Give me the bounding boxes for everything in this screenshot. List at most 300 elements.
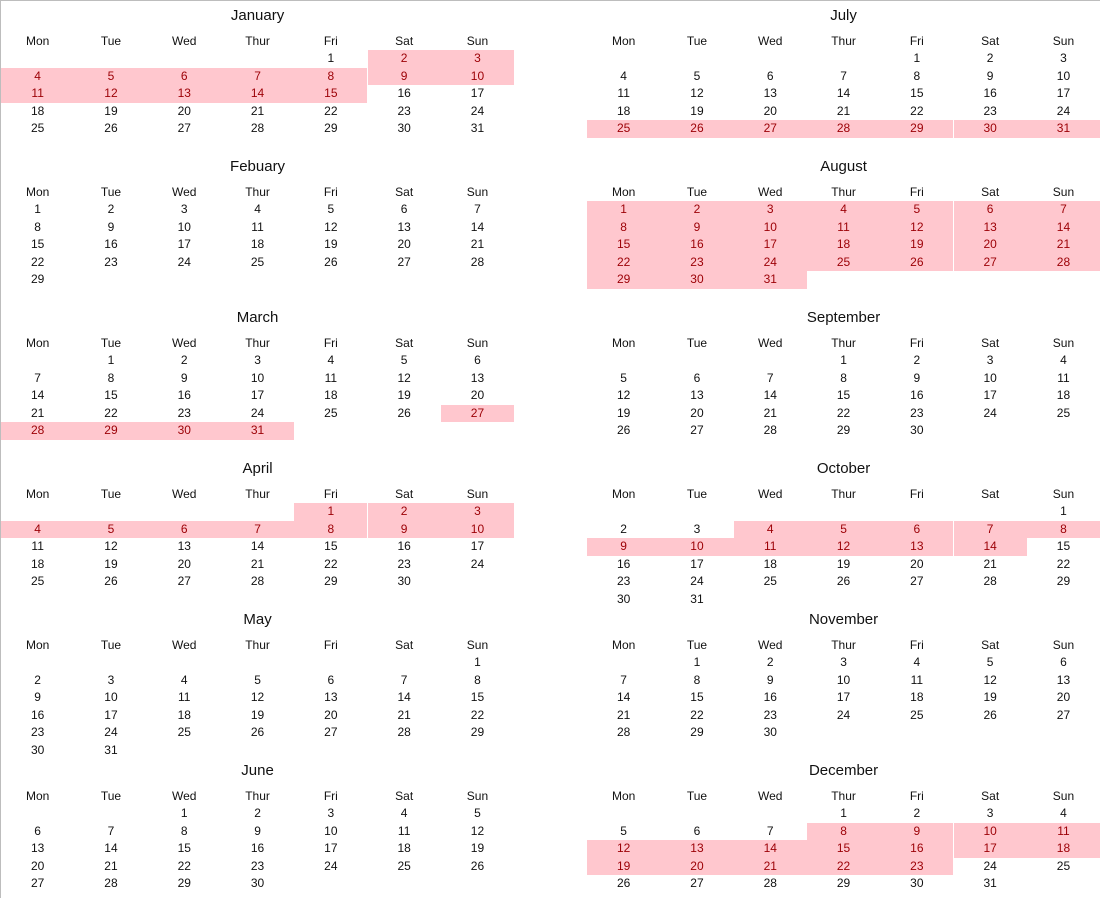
- day-cell: 10: [250, 370, 265, 385]
- day-cell: 17: [734, 236, 807, 254]
- day-cell: 5: [620, 823, 627, 838]
- month-title: Febuary: [230, 158, 286, 175]
- day-cell: 3: [254, 353, 261, 367]
- day-cell: 22: [587, 254, 660, 272]
- day-cell: 13: [324, 690, 338, 705]
- weekday-header: Mon: [611, 487, 636, 501]
- day-cell: 3: [693, 521, 701, 536]
- day-cell: 12: [983, 672, 997, 687]
- day-cell: 3: [441, 50, 514, 68]
- weekday-header: Sat: [981, 336, 1000, 350]
- day-cell: 18: [616, 103, 631, 118]
- month-block-december: [587, 758, 1100, 908]
- day-cell: 13: [880, 538, 953, 556]
- month-block-october: [587, 456, 1100, 606]
- day-cell: 3: [986, 806, 994, 820]
- day-cell: 29: [880, 120, 953, 138]
- weekday-header: Mon: [25, 789, 50, 803]
- day-cell: 27: [734, 120, 807, 138]
- day-cell: 5: [620, 370, 627, 385]
- day-cell: 21: [836, 103, 851, 118]
- day-cell: 12: [250, 690, 265, 705]
- day-cell: 14: [104, 841, 118, 856]
- day-cell: 14: [734, 840, 807, 858]
- day-cell: 16: [30, 707, 45, 722]
- day-cell: 24: [983, 858, 997, 873]
- day-cell: 5: [74, 521, 147, 539]
- month-title: August: [820, 158, 867, 175]
- month-block-september: [587, 305, 1100, 455]
- day-cell: 5: [74, 68, 147, 86]
- day-cell: 3: [840, 655, 847, 669]
- day-cell: 11: [251, 219, 264, 234]
- weekday-header: Thur: [831, 638, 856, 652]
- day-cell: 13: [397, 219, 411, 234]
- day-cell: 25: [324, 405, 338, 420]
- day-cell: 18: [1056, 388, 1071, 403]
- day-cell: 27: [441, 405, 514, 423]
- day-cell: 31: [221, 422, 294, 440]
- weekday-header: Tue: [100, 336, 122, 350]
- weekday-header: Fri: [909, 638, 924, 652]
- weekday-header: Sun: [466, 336, 489, 350]
- day-cell: 24: [690, 574, 704, 589]
- weekday-header: Fri: [909, 34, 924, 48]
- weekday-header: Sat: [395, 789, 414, 803]
- weekday-header: Mon: [611, 185, 636, 199]
- day-cell: 14: [1027, 219, 1100, 237]
- day-cell: 29: [587, 271, 660, 289]
- day-cell: 6: [327, 672, 335, 687]
- day-cell: 20: [397, 237, 411, 252]
- day-cell: 19: [690, 103, 704, 118]
- day-cell: 24: [104, 725, 118, 740]
- day-cell: 19: [616, 405, 631, 420]
- weekday-header: Sun: [466, 789, 489, 803]
- month-title: July: [830, 7, 857, 24]
- month-title: March: [236, 309, 279, 326]
- day-cell: 1: [1060, 504, 1067, 518]
- day-cell: 25: [587, 120, 660, 138]
- weekday-header: Wed: [172, 487, 197, 501]
- weekday-header: Thur: [831, 789, 856, 803]
- day-cell: 28: [250, 121, 265, 136]
- weekday-header: Sun: [1052, 336, 1075, 350]
- weekday-header: Fri: [323, 638, 338, 652]
- weekday-header: Wed: [758, 185, 783, 199]
- day-cell: 29: [177, 876, 191, 891]
- weekday-header: Sat: [395, 487, 414, 501]
- day-cell: 19: [397, 388, 411, 403]
- day-cell: 20: [470, 388, 485, 403]
- day-cell: 5: [986, 655, 994, 669]
- day-cell: 11: [807, 219, 880, 237]
- day-cell: 10: [104, 690, 118, 705]
- day-cell: 9: [913, 370, 921, 385]
- day-cell: 23: [983, 103, 997, 118]
- month-title: May: [243, 611, 272, 628]
- weekday-header: Wed: [172, 185, 197, 199]
- day-cell: 12: [324, 219, 338, 234]
- day-cell: 10: [324, 823, 338, 838]
- day-cell: 19: [836, 556, 851, 571]
- day-cell: 23: [104, 254, 118, 269]
- weekday-header: Sun: [1052, 487, 1075, 501]
- weekday-header: Thur: [245, 336, 270, 350]
- day-cell: 18: [807, 236, 880, 254]
- day-cell: 2: [368, 50, 441, 68]
- day-cell: 16: [880, 840, 953, 858]
- weekday-header: Fri: [323, 185, 338, 199]
- day-cell: 14: [836, 86, 851, 101]
- day-cell: 5: [474, 806, 481, 820]
- day-cell: 15: [836, 388, 851, 403]
- day-cell: 6: [34, 823, 41, 838]
- day-cell: 8: [474, 672, 481, 687]
- day-cell: 23: [177, 405, 191, 420]
- day-cell: 22: [836, 405, 851, 420]
- weekday-header: Tue: [100, 34, 122, 48]
- day-cell: 26: [983, 707, 997, 722]
- day-cell: 14: [250, 539, 265, 554]
- day-cell: 16: [250, 841, 265, 856]
- month-title: November: [808, 611, 879, 628]
- day-cell: 23: [763, 707, 777, 722]
- day-cell: 15: [587, 236, 660, 254]
- day-cell: 1: [913, 51, 921, 65]
- month-title: April: [242, 460, 273, 477]
- day-cell: 4: [1060, 806, 1067, 820]
- day-cell: 16: [616, 556, 631, 571]
- day-cell: 20: [30, 858, 45, 873]
- day-cell: 21: [104, 858, 118, 873]
- day-cell: 16: [104, 237, 118, 252]
- day-cell: 2: [913, 806, 921, 820]
- day-cell: 28: [470, 254, 485, 269]
- day-cell: 14: [30, 388, 45, 403]
- day-cell: 8: [807, 823, 880, 841]
- weekday-header: Sun: [1052, 185, 1075, 199]
- month-block-august: [587, 154, 1100, 304]
- day-cell: 2: [368, 503, 441, 521]
- day-cell: 28: [1, 422, 74, 440]
- day-cell: 22: [470, 707, 485, 722]
- day-cell: 21: [250, 103, 265, 118]
- weekday-header: Thur: [245, 789, 270, 803]
- day-cell: 18: [397, 841, 411, 856]
- day-cell: 19: [470, 841, 485, 856]
- day-cell: 28: [763, 423, 777, 438]
- day-cell: 1: [840, 806, 847, 820]
- day-cell: 26: [324, 254, 338, 269]
- day-cell: 14: [954, 538, 1027, 556]
- weekday-header: Mon: [25, 487, 50, 501]
- day-cell: 15: [807, 840, 880, 858]
- day-cell: 8: [913, 68, 921, 83]
- day-cell: 12: [690, 86, 704, 101]
- day-cell: 15: [177, 841, 191, 856]
- day-cell: 7: [221, 521, 294, 539]
- day-cell: 27: [1056, 707, 1071, 722]
- weekday-header: Sat: [395, 185, 414, 199]
- weekday-header: Fri: [323, 487, 338, 501]
- day-cell: 22: [30, 254, 45, 269]
- weekday-header: Tue: [686, 34, 708, 48]
- day-cell: 23: [397, 556, 411, 571]
- day-cell: 13: [177, 539, 191, 554]
- weekday-header: Tue: [100, 638, 122, 652]
- month-title: June: [241, 762, 274, 779]
- day-cell: 15: [1056, 539, 1071, 554]
- day-cell: 24: [250, 405, 265, 420]
- day-cell: 29: [470, 725, 485, 740]
- day-cell: 7: [840, 68, 847, 83]
- day-cell: 30: [910, 876, 924, 891]
- day-cell: 4: [327, 353, 335, 367]
- day-cell: 26: [104, 121, 118, 136]
- day-cell: 14: [470, 219, 485, 234]
- day-cell: 24: [177, 254, 191, 269]
- day-cell: 29: [324, 574, 338, 589]
- day-cell: 7: [107, 823, 115, 838]
- day-cell: 10: [734, 219, 807, 237]
- day-cell: 16: [177, 388, 191, 403]
- weekday-header: Mon: [611, 638, 636, 652]
- weekday-header: Thur: [245, 34, 270, 48]
- day-cell: 10: [983, 370, 997, 385]
- day-cell: 26: [660, 120, 733, 138]
- day-cell: 5: [400, 353, 408, 367]
- day-cell: 10: [836, 672, 851, 687]
- day-cell: 4: [913, 655, 921, 669]
- day-cell: 22: [104, 405, 118, 420]
- day-cell: 20: [177, 556, 191, 571]
- weekday-header: Wed: [758, 487, 783, 501]
- day-cell: 23: [880, 858, 953, 876]
- month-block-november: [587, 607, 1100, 757]
- day-cell: 9: [180, 370, 188, 385]
- day-cell: 3: [1060, 51, 1067, 65]
- day-cell: 22: [807, 858, 880, 876]
- day-cell: 21: [734, 858, 807, 876]
- day-cell: 13: [30, 841, 45, 856]
- day-cell: 13: [660, 840, 733, 858]
- day-cell: 3: [107, 672, 115, 687]
- day-cell: 14: [221, 85, 294, 103]
- day-cell: 1: [327, 51, 335, 65]
- day-cell: 29: [836, 423, 851, 438]
- day-cell: 17: [690, 556, 704, 571]
- weekday-header: Wed: [172, 34, 197, 48]
- day-cell: 26: [250, 725, 265, 740]
- day-cell: 21: [763, 405, 777, 420]
- day-cell: 5: [693, 68, 701, 83]
- weekday-header: Fri: [909, 185, 924, 199]
- day-cell: 9: [254, 823, 261, 838]
- day-cell: 2: [254, 806, 261, 820]
- day-cell: 17: [983, 388, 997, 403]
- day-cell: 8: [693, 672, 701, 687]
- day-cell: 31: [983, 876, 997, 891]
- weekday-header: Sat: [395, 34, 414, 48]
- weekday-header: Wed: [172, 336, 197, 350]
- day-cell: 13: [1056, 672, 1071, 687]
- day-cell: 1: [587, 201, 660, 219]
- day-cell: 15: [470, 690, 485, 705]
- day-cell: 23: [616, 574, 631, 589]
- day-cell: 4: [807, 201, 880, 219]
- day-cell: 6: [400, 202, 408, 216]
- day-cell: 27: [30, 876, 45, 891]
- day-cell: 9: [660, 219, 733, 237]
- day-cell: 12: [807, 538, 880, 556]
- day-cell: 3: [180, 202, 188, 216]
- day-cell: 25: [177, 725, 191, 740]
- day-cell: 15: [294, 85, 367, 103]
- day-cell: 8: [180, 823, 188, 838]
- day-cell: 30: [660, 271, 733, 289]
- day-cell: 19: [104, 556, 118, 571]
- day-cell: 30: [397, 574, 411, 589]
- weekday-header: Mon: [25, 638, 50, 652]
- day-cell: 27: [954, 254, 1027, 272]
- day-cell: 7: [221, 68, 294, 86]
- day-cell: 4: [1, 68, 74, 86]
- day-cell: 8: [34, 219, 41, 234]
- day-cell: 1: [474, 655, 481, 669]
- day-cell: 4: [1, 521, 74, 539]
- day-cell: 25: [397, 858, 411, 873]
- day-cell: 26: [616, 876, 631, 891]
- day-cell: 6: [693, 823, 701, 838]
- day-cell: 8: [840, 370, 847, 385]
- day-cell: 27: [690, 876, 704, 891]
- day-cell: 21: [30, 405, 45, 420]
- day-cell: 2: [34, 672, 41, 687]
- weekday-header: Thur: [245, 185, 270, 199]
- day-cell: 5: [254, 672, 261, 687]
- day-cell: 11: [1, 85, 74, 103]
- weekday-header: Thur: [831, 487, 856, 501]
- day-cell: 7: [34, 370, 41, 385]
- day-cell: 8: [107, 370, 115, 385]
- weekday-header: Fri: [909, 336, 924, 350]
- day-cell: 20: [954, 236, 1027, 254]
- weekday-header: Sun: [466, 34, 489, 48]
- day-cell: 18: [1027, 840, 1100, 858]
- day-cell: 4: [180, 672, 188, 687]
- day-cell: 28: [250, 574, 265, 589]
- day-cell: 31: [104, 743, 118, 757]
- day-cell: 23: [30, 725, 45, 740]
- day-cell: 14: [616, 690, 631, 705]
- day-cell: 7: [400, 672, 408, 687]
- day-cell: 7: [1027, 201, 1100, 219]
- weekday-header: Wed: [758, 34, 783, 48]
- day-cell: 22: [324, 556, 338, 571]
- weekday-header: Thur: [831, 34, 856, 48]
- day-cell: 9: [368, 521, 441, 539]
- day-cell: 4: [254, 202, 261, 216]
- day-cell: 9: [587, 538, 660, 556]
- day-cell: 27: [910, 574, 924, 589]
- day-cell: 22: [910, 103, 924, 118]
- day-cell: 23: [910, 405, 924, 420]
- day-cell: 21: [397, 707, 411, 722]
- month-block-may: [1, 607, 514, 757]
- day-cell: 26: [836, 574, 851, 589]
- day-cell: 12: [880, 219, 953, 237]
- day-cell: 25: [30, 574, 45, 589]
- day-cell: 19: [324, 237, 338, 252]
- day-cell: 27: [324, 725, 338, 740]
- weekday-header: Sun: [1052, 34, 1075, 48]
- day-cell: 2: [180, 353, 188, 367]
- weekday-header: Sat: [981, 487, 1000, 501]
- day-cell: 20: [177, 103, 191, 118]
- day-cell: 9: [34, 690, 41, 705]
- day-cell: 18: [30, 103, 45, 118]
- day-cell: 7: [620, 672, 627, 687]
- day-cell: 6: [954, 201, 1027, 219]
- day-cell: 2: [620, 521, 627, 536]
- day-cell: 19: [104, 103, 118, 118]
- day-cell: 20: [690, 405, 704, 420]
- month-title: December: [808, 762, 879, 779]
- day-cell: 9: [368, 68, 441, 86]
- day-cell: 29: [324, 121, 338, 136]
- day-cell: 10: [441, 68, 514, 86]
- day-cell: 31: [470, 121, 485, 136]
- day-cell: 20: [910, 556, 924, 571]
- day-cell: 10: [177, 219, 191, 234]
- day-cell: 24: [1056, 103, 1071, 118]
- day-cell: 19: [983, 690, 997, 705]
- day-cell: 11: [31, 539, 44, 554]
- day-cell: 13: [470, 370, 485, 385]
- day-cell: 4: [400, 806, 408, 820]
- day-cell: 11: [324, 370, 338, 385]
- weekday-header: Mon: [25, 34, 50, 48]
- weekday-header: Mon: [611, 34, 636, 48]
- day-cell: 9: [766, 672, 774, 687]
- weekday-header: Sun: [1052, 638, 1075, 652]
- weekday-header: Thur: [245, 487, 270, 501]
- month-title: October: [816, 460, 871, 477]
- day-cell: 25: [30, 121, 45, 136]
- day-cell: 6: [766, 68, 774, 83]
- day-cell: 20: [660, 858, 733, 876]
- day-cell: 20: [1056, 690, 1071, 705]
- month-block-febuary: [1, 154, 514, 304]
- day-cell: 4: [1060, 353, 1067, 367]
- day-cell: 11: [1057, 370, 1070, 385]
- weekday-header: Sat: [981, 789, 1000, 803]
- weekday-header: Fri: [323, 789, 338, 803]
- day-cell: 16: [397, 539, 411, 554]
- day-cell: 20: [763, 103, 777, 118]
- day-cell: 18: [324, 388, 338, 403]
- month-block-april: [1, 456, 514, 606]
- day-cell: 16: [983, 86, 997, 101]
- day-cell: 3: [734, 201, 807, 219]
- day-cell: 24: [836, 707, 851, 722]
- day-cell: 24: [470, 556, 485, 571]
- day-cell: 6: [148, 521, 221, 539]
- weekday-header: Wed: [758, 789, 783, 803]
- day-cell: 5: [807, 521, 880, 539]
- day-cell: 26: [470, 858, 485, 873]
